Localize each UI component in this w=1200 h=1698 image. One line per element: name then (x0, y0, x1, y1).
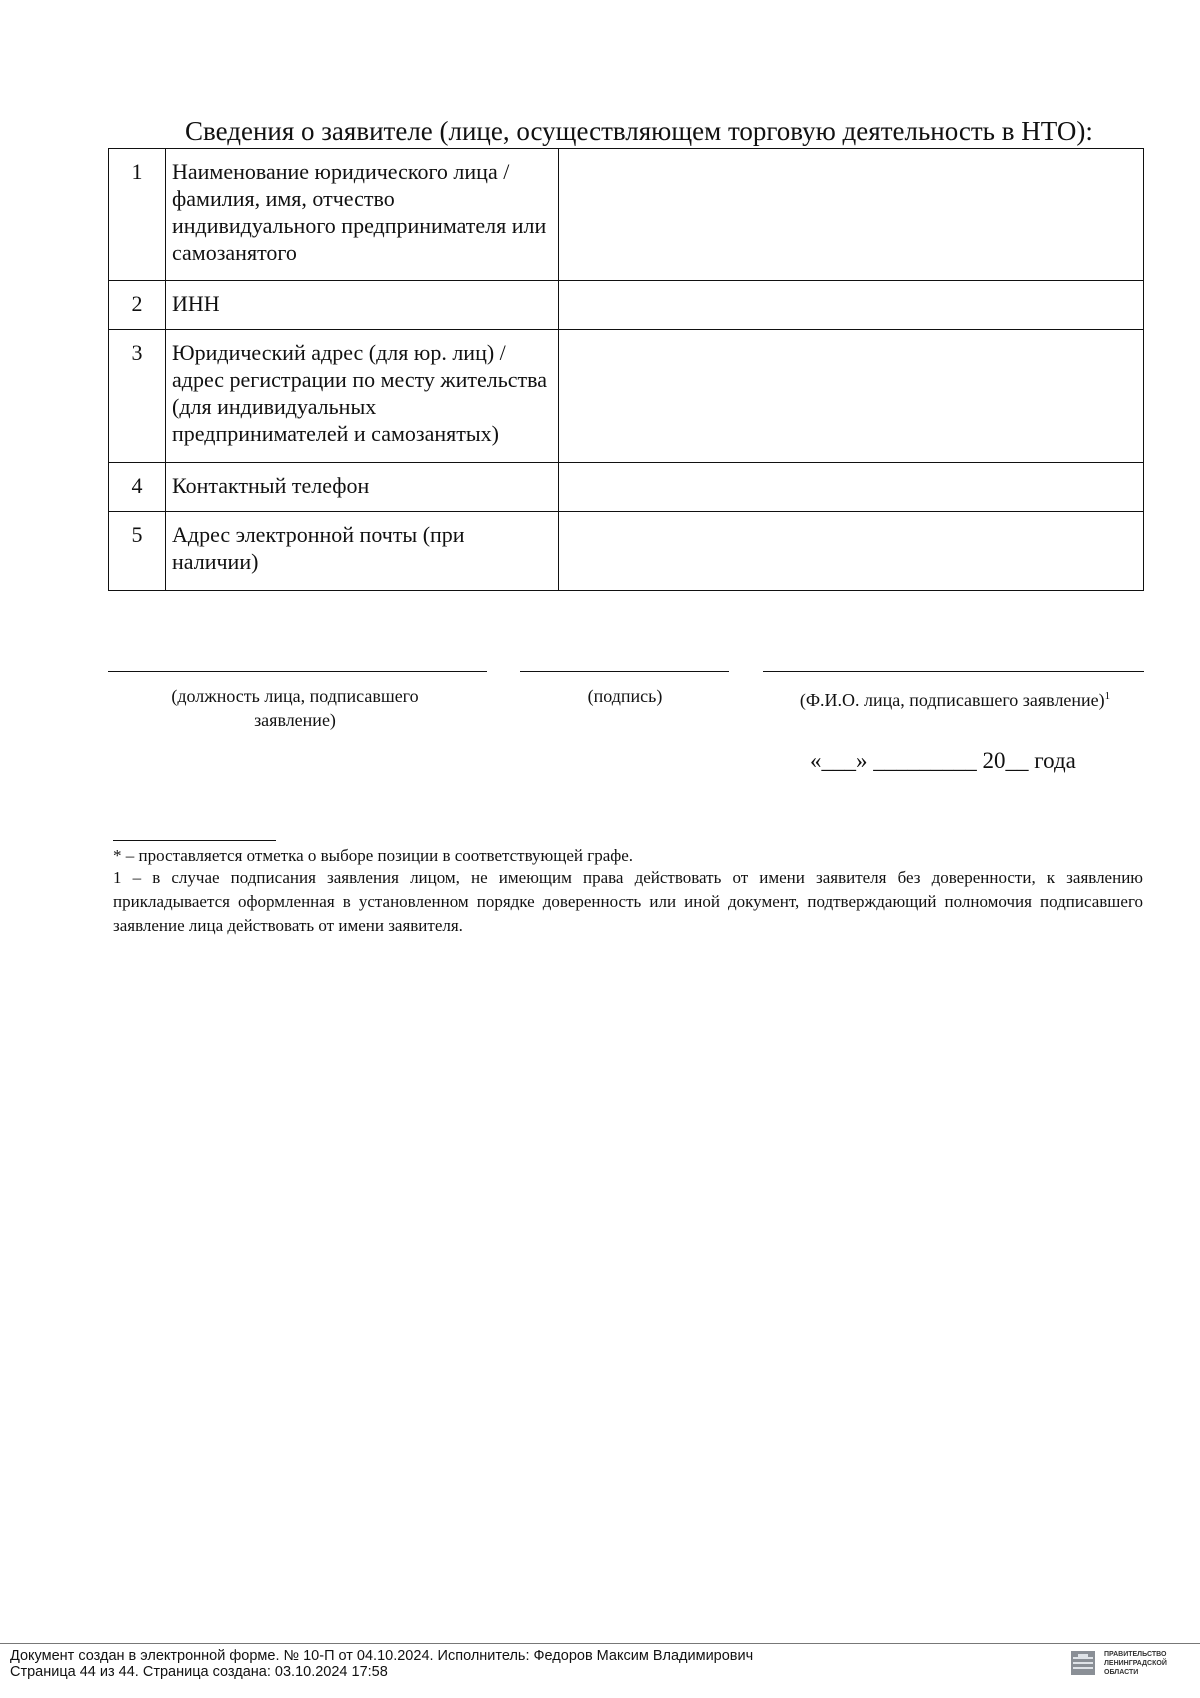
row-number: 2 (109, 281, 166, 330)
government-logo (1070, 1650, 1190, 1692)
row-value-name[interactable] (559, 149, 1144, 281)
row-label-inn: ИНН (166, 281, 559, 330)
name-signature-line[interactable] (763, 671, 1144, 672)
row-number: 4 (109, 463, 166, 512)
applicant-info-table (108, 148, 1144, 591)
section-heading: Сведения о заявителе (лице, осуществляющем торговую деятельность в НТО): (185, 116, 1093, 146)
row-label-phone: Контактный телефон (166, 463, 559, 512)
row-label-address: Юридический адрес (для юр. лиц) / адрес регистрации по месту жительства (для индивидуальных предпринимателей и самозанятых) (166, 330, 559, 463)
row-value-email[interactable] (559, 512, 1144, 591)
logo-text: ПРАВИТЕЛЬСТВО ЛЕНИНГРАДСКОЙ ОБЛАСТИ (1104, 1651, 1167, 1676)
footnote-star: * – проставляется отметка о выборе позиции в соответствующей графе. (113, 846, 634, 865)
row-value-address[interactable] (559, 330, 1144, 463)
row-number: 1 (109, 149, 166, 281)
table-row (109, 281, 1144, 330)
row-label-name: Наименование юридического лица / фамилия, имя, отчество индивидуального предпринимателя или самозанятого (166, 149, 559, 281)
position-signature-line[interactable] (108, 671, 487, 672)
document-footer (10, 1648, 753, 1680)
date-line[interactable]: «___» _________ 20__ года (810, 748, 1076, 773)
footer-line-1: Документ создан в электронной форме. № 10-П от 04.10.2024. Исполнитель: Федоров Максим Владимирович (10, 1648, 754, 1664)
name-caption: (Ф.И.О. лица, подписавшего заявление)$^1$ (799, 690, 1111, 710)
row-number: 3 (109, 330, 166, 463)
table-row (109, 149, 1144, 281)
row-number: 5 (109, 512, 166, 591)
table-row (109, 512, 1144, 591)
row-value-inn[interactable] (559, 281, 1144, 330)
position-caption: (должность лица, подписавшего заявление) (171, 686, 419, 730)
row-label-email: Адрес электронной почты (при наличии) (166, 512, 559, 591)
table-row (109, 330, 1144, 463)
row-value-phone[interactable] (559, 463, 1144, 512)
table-row (109, 463, 1144, 512)
footnote-divider (113, 840, 276, 841)
footnote-one: 1 – в случае подписания заявления лицом, не имеющим права действовать от имени заявителя без доверенности, к заявлению прикладывается оформленная в установленном порядке доверенность или иной документ, подтверждающий полномочия подписавшего заявление лица действовать от имени заявителя. (113, 868, 1143, 935)
footer-line-2: Страница 44 из 44. Страница создана: 03.10.2024 17:58 (10, 1664, 388, 1680)
footnote-mark: 1 (1104, 690, 1111, 702)
footer-divider (0, 1643, 1200, 1644)
signature-line[interactable] (520, 671, 729, 672)
signature-caption: (подпись) (587, 686, 663, 706)
coat-of-arms-icon (1070, 1650, 1096, 1676)
